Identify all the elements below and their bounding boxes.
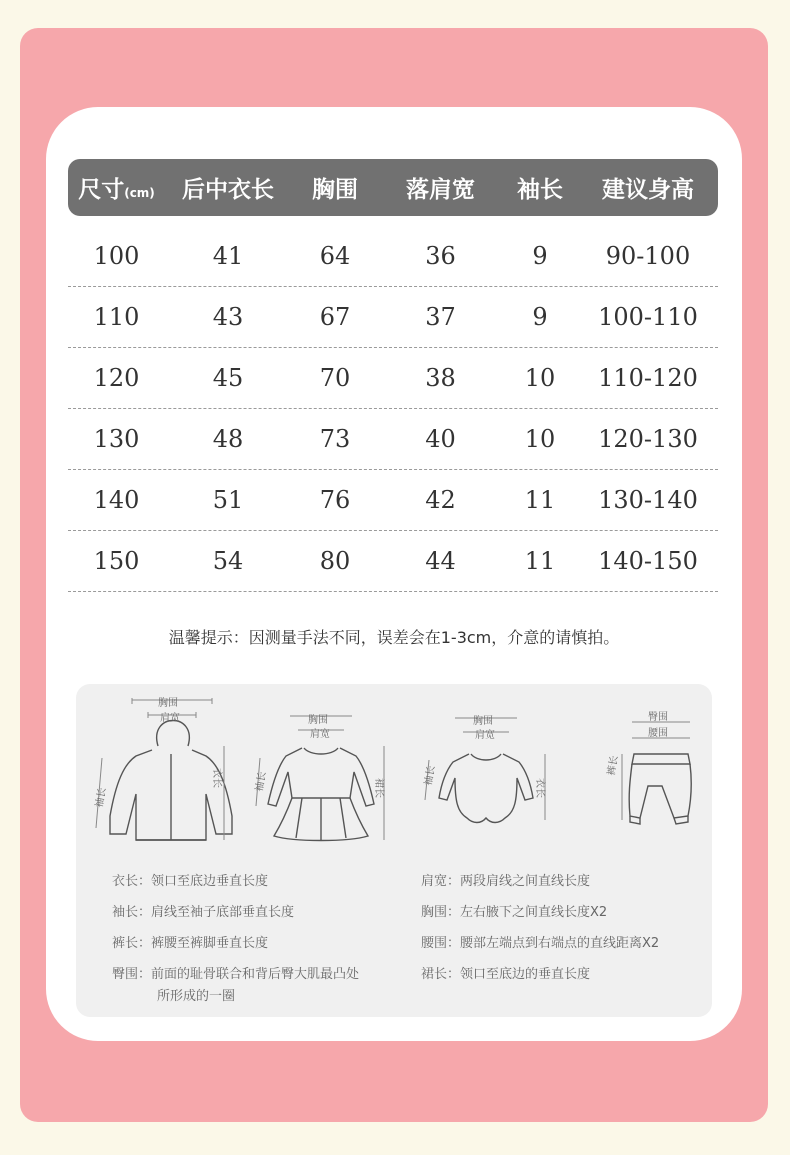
dress-sleeve-label: 袖长 — [254, 770, 269, 793]
header-back-length: 后中衣长 — [182, 177, 274, 203]
header-drop-shoulder: 落肩宽 — [406, 177, 475, 203]
definition-chest: 胸围：左右腋下之间直线长度X2 — [421, 905, 608, 920]
definition-sleeve: 袖长：肩线至袖子底部垂直长度 — [112, 905, 295, 920]
coat-chest-label: 胸围 — [158, 698, 178, 709]
cell-size: 100 — [93, 242, 140, 270]
pants-waist-label: 腰围 — [648, 728, 668, 739]
definition-waist: 腰围：腰部左端点到右端点的直线距离X2 — [421, 936, 660, 951]
cell-drop-shoulder: 40 — [425, 425, 456, 453]
table-row — [68, 348, 718, 409]
table-row — [68, 531, 718, 592]
cell-drop-shoulder: 37 — [425, 303, 456, 331]
dress-length-label: 裙长 — [373, 778, 384, 798]
cell-height: 140-150 — [598, 547, 698, 575]
romper-length-label: 衣长 — [534, 778, 545, 798]
romper-chest-label: 胸围 — [473, 716, 493, 727]
pants-hip-label: 臀围 — [648, 712, 668, 723]
size-card — [46, 107, 742, 1041]
cell-chest: 76 — [319, 486, 351, 514]
pants-length-label: 裤长 — [606, 754, 621, 777]
cell-drop-shoulder: 44 — [425, 547, 456, 575]
definition-hip: 臀围：前面的耻骨联合和背后臀大肌最凸处 — [112, 967, 360, 982]
cell-chest: 73 — [319, 425, 351, 453]
measurement-guide — [76, 684, 712, 1017]
cell-height: 90-100 — [605, 242, 691, 270]
header-size: 尺寸(cm) — [78, 177, 155, 203]
header-chest: 胸围 — [312, 177, 358, 203]
coat-shoulder-label: 肩宽 — [160, 713, 180, 724]
romper-shoulder-label: 肩宽 — [475, 730, 495, 741]
cell-back-length: 45 — [212, 364, 244, 392]
definition-length: 衣长：领口至底边垂直长度 — [112, 874, 269, 889]
table-row — [68, 409, 718, 470]
size-table-header — [68, 159, 718, 216]
cell-chest: 64 — [319, 242, 351, 270]
cell-height: 100-110 — [598, 303, 698, 331]
cell-back-length: 54 — [212, 547, 244, 575]
cell-sleeve: 9 — [532, 303, 548, 331]
dress-figure — [246, 714, 396, 849]
garment-figures — [76, 684, 712, 854]
table-row — [68, 470, 718, 531]
cell-chest: 70 — [319, 364, 351, 392]
cell-sleeve: 11 — [524, 486, 556, 514]
cell-size: 140 — [93, 486, 140, 514]
header-sleeve: 袖长 — [517, 177, 563, 203]
size-table-body — [68, 226, 718, 592]
cell-back-length: 41 — [212, 242, 244, 270]
table-row — [68, 287, 718, 348]
measurement-tip: 温馨提示：因测量手法不同，误差会在1-3cm，介意的请慎拍。 — [168, 628, 620, 647]
coat-sleeve-label: 袖长 — [94, 786, 109, 809]
cell-height: 110-120 — [598, 364, 698, 392]
coat-length-label: 衣长 — [211, 768, 222, 788]
header-height: 建议身高 — [602, 177, 694, 203]
definition-skirt-length: 裙长：领口至底边的垂直长度 — [421, 967, 591, 982]
cell-sleeve: 10 — [524, 364, 556, 392]
cell-chest: 67 — [319, 303, 351, 331]
definition-hip-cont: 所形成的一圈 — [157, 989, 236, 1004]
table-row — [68, 226, 718, 287]
cell-drop-shoulder: 38 — [425, 364, 456, 392]
definition-pants-length: 裤长：裤腰至裤脚垂直长度 — [112, 936, 269, 951]
definition-shoulder: 肩宽：两段肩线之间直线长度 — [421, 874, 591, 889]
cell-back-length: 43 — [212, 303, 244, 331]
cell-drop-shoulder: 42 — [425, 486, 456, 514]
pants-figure — [596, 710, 706, 840]
cell-back-length: 48 — [212, 425, 244, 453]
cell-size: 150 — [93, 547, 140, 575]
cell-height: 130-140 — [598, 486, 698, 514]
coat-figure — [96, 698, 246, 848]
cell-sleeve: 10 — [524, 425, 556, 453]
dress-chest-label: 胸围 — [308, 715, 328, 726]
cell-size: 120 — [93, 364, 140, 392]
cell-sleeve: 11 — [524, 547, 556, 575]
romper-sleeve-label: 袖长 — [423, 764, 438, 787]
romper-figure — [411, 714, 561, 834]
cell-height: 120-130 — [598, 425, 698, 453]
dress-shoulder-label: 肩宽 — [310, 729, 330, 740]
cell-sleeve: 9 — [532, 242, 548, 270]
cell-chest: 80 — [319, 547, 351, 575]
cell-drop-shoulder: 36 — [425, 242, 456, 270]
cell-size: 110 — [93, 303, 140, 331]
cell-size: 130 — [93, 425, 140, 453]
cell-back-length: 51 — [212, 486, 244, 514]
